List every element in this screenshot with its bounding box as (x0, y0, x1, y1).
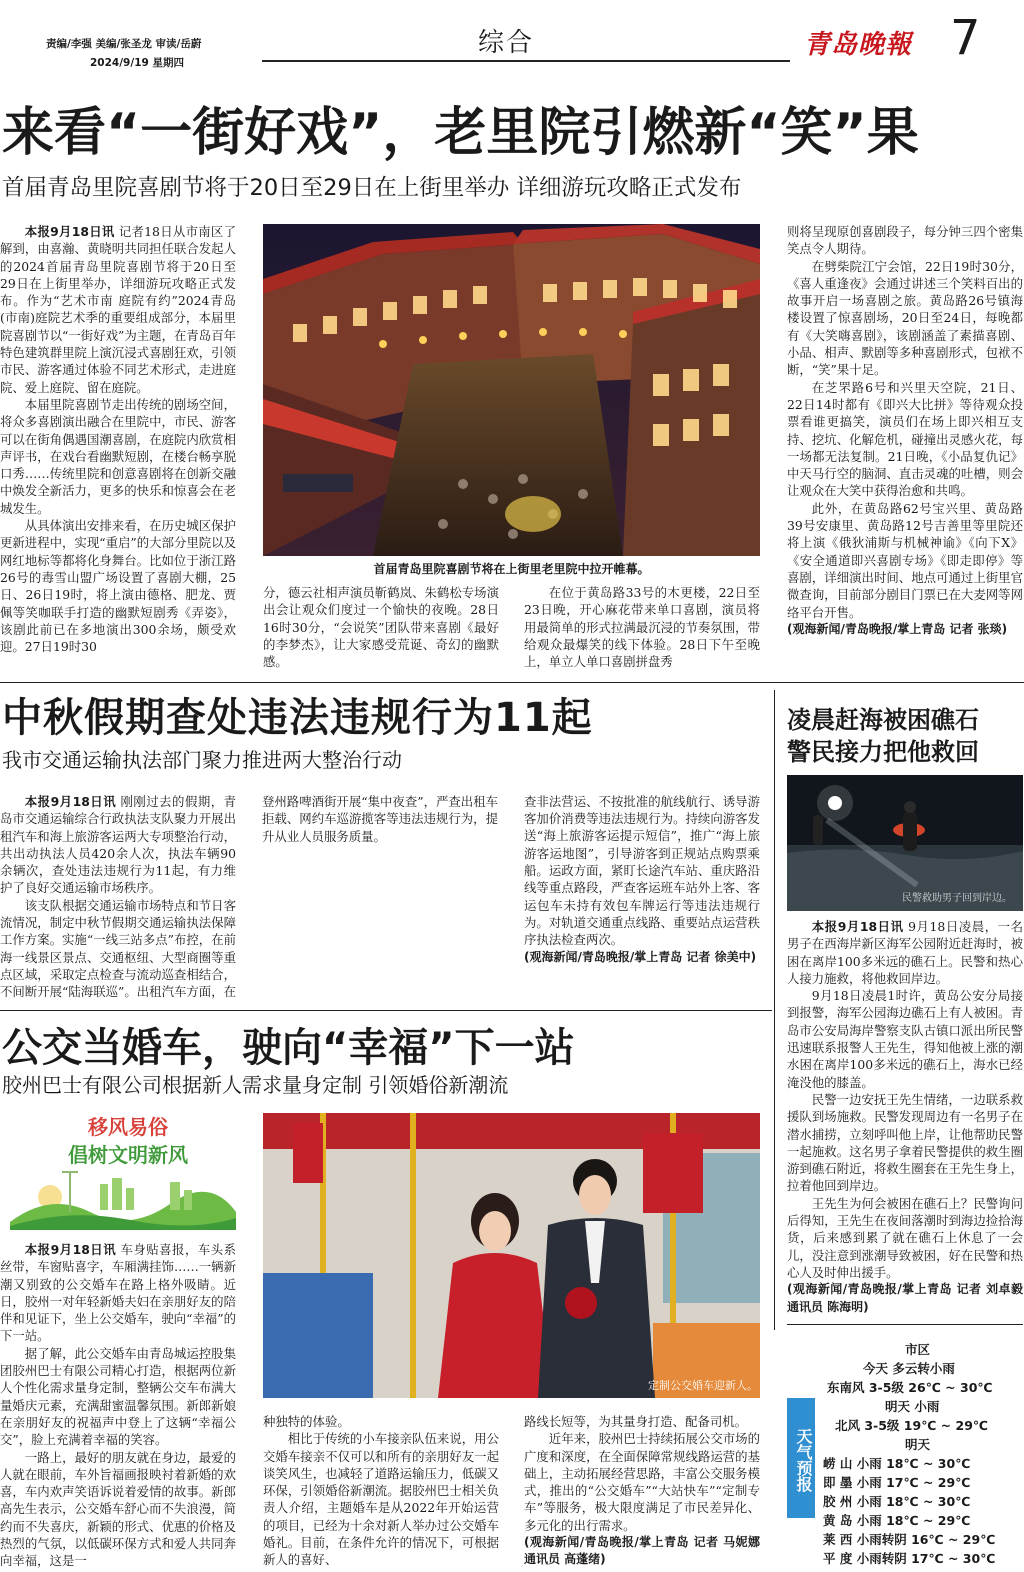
a4-col-1 (0, 1241, 236, 1572)
a4-paragraph: 一路上，最好的朋友就在身边，最爱的人就在眼前，车外旨福画报映衬着新婚的欢喜，车内欢声笑语诉说着爱情的故事。新郎高先生表示，公交婚车舒心而不失浪漫，简约而不失喜庆，新颖的形式、优惠的价格及热烈的气氛，以低碳环保方式和爱人共同奔向幸福，这是一 (0, 1449, 236, 1569)
a3-col (787, 918, 1023, 1318)
weather-today-wind: 东南风 3-5级 (827, 1380, 904, 1395)
weather-temp: 18℃ ~ 30℃ (886, 1456, 971, 1471)
weather-city: 市区 (905, 1342, 931, 1357)
a3-credit: (观海新闻/青岛晚报/掌上青岛 记者 刘卓毅 通讯员 陈海明) (787, 1282, 1023, 1314)
wedding-bus-image (263, 1113, 760, 1398)
weather-sky: 小雨 (856, 1513, 882, 1528)
weather-temp: 18℃ ~ 29℃ (886, 1513, 971, 1528)
a4-col-2 (263, 1413, 499, 1572)
divider (774, 690, 775, 1330)
a1-paragraph: 分，德云社相声演员靳鹤岚、朱鹤松专场演出会让观众们度过一个愉快的夜晚。28日16时30分，“会说笑”团队带来喜剧《最好的李梦杰》，让大家感受荒诞、奇幻的幽默感。 (263, 585, 499, 670)
caption-night-street: 首届青岛里院喜剧节将在上街里老里院中拉开帷幕。 (373, 562, 650, 576)
weather-tomorrow-label: 明天 (885, 1399, 911, 1414)
weather-row (823, 1492, 1019, 1511)
photo-night-street (263, 224, 760, 556)
a1-col-2 (263, 584, 499, 674)
weather-today-sky: 多云转小雨 (892, 1361, 955, 1376)
weather-temp: 16℃ ~ 29℃ (911, 1532, 996, 1547)
masthead (0, 0, 1024, 72)
dek-holiday-enforcement: 我市交通运输执法部门聚力推进两大整治行动 (2, 748, 402, 772)
a2-kicker: 本报9月18日讯 (24, 794, 117, 809)
a3-paragraph: 9月18日凌晨，一名男子在西海岸新区海军公园附近赶海时，被困在离岸100多米远的礁石上。民警和热心人接力施救，将他救回岸边。 (787, 919, 1023, 986)
weather-district-list (823, 1454, 1019, 1568)
a2-col-2 (262, 793, 498, 1003)
photo-wedding-bus (263, 1113, 760, 1398)
weather-row (823, 1530, 1019, 1549)
editors-line: 责编/李强 美编/张圣龙 审读/岳蔚 (46, 38, 202, 50)
civility-badge-art (10, 1112, 236, 1230)
a1-paragraph: 则将呈现原创喜剧段子，每分钟三四个密集笑点令人期待。 (787, 224, 1023, 257)
divider (0, 1010, 772, 1011)
headline-bus-wedding: 公交当婚车，驶向“幸福”下一站 (2, 1025, 575, 1071)
weather-sky: 小雨 (856, 1456, 882, 1471)
weather-row (823, 1549, 1019, 1568)
weather-place: 崂 山 (823, 1456, 853, 1471)
a4-paragraph: 近年来，胶州巴士持续拓展公交市场的广度和深度，在全面保障常规线路运营的基础上，主动拓展经营思路，丰富公交服务模式，推出的“公交婚车”“大站快车”“定制专车”等服务，极大限度满足了市民差异化、多元化的出行需求。 (524, 1431, 760, 1533)
a3-paragraph: 民警一边安抚王先生情绪，一边联系救援队到场施救。民警发现周边有一名男子在潜水捕捞，立刻呼叫他上岸，让他帮助民警一起施救。这名男子拿着民警提供的救生圈游到礁石附近，将救生圈套在王先生身上，拉着他回到岸边。 (787, 1091, 1023, 1194)
a1-paragraph: 记者18日从市南区了解到，由喜瀚、黄晓明共同担任联合发起人的2024首届青岛里院喜剧节将于20日至29日在上街里举办，详细游玩攻略正式发布。作为“艺术市南 庭院有约”2024青岛(市南)庭院艺术季的重要组成部分，本届里院喜剧节以“一街好戏”为主题，在青岛百年特色建筑群里院上演沉浸式喜剧狂欢，引领市民、游客通过体验不同艺术形式，走进庭院、爱上庭院、留在庭院。 (0, 224, 236, 395)
weather-tomorrow (885, 1397, 939, 1416)
weather-place: 黄 岛 (823, 1513, 853, 1528)
a2-paragraph: 该支队根据交通运输市场特点和节日客流情况，制定中秋节假期交通运输执法保障工作方案。实施“一线三站多点”布控，在前海一线景区景点、交通枢纽、大型商圈等重点区域，采取定点检查与流动巡查相结合，不间断开展“陆海联巡”。出租汽车方面，在 (0, 897, 236, 1000)
a4-paragraph: 相比于传统的小车接亲队伍来说，用公交婚车接亲不仅可以和所有的亲朋好友一起谈笑风生，也减轻了道路运输压力，低碳又环保，引领婚俗新潮流。据胶州巴士相关负责人介绍，主题婚车是从2022年开始运营的项目，已经为十余对新人举办过公交婚车婚礼。目前，在条件允许的情况下，可根据新人的喜好、 (263, 1431, 499, 1568)
a4-paragraph: 车身贴喜报，车头系丝带，车窗贴喜字，车厢满挂饰……一辆新潮又别致的公交婚车在路上格外吸睛。近日，胶州一对年轻新婚夫妇在亲朋好友的陪伴和见证下，坐上公交婚车，驶向“幸福”的下一站。 (0, 1242, 236, 1344)
a1-paragraph: 此外，在黄岛路62号宝兴里、黄岛路39号安康里、黄岛路12号吉善里等里院还将上演《俄狄浦斯与机械神谕》《向下X》《安全通道即兴喜剧专场》《即走即停》等喜剧，详细演出时间、地点可通过上街里官微查询，目前部分剧目门票已在大麦网等网络平台开售。 (787, 500, 1023, 620)
weather-tomorrow-temp: 19℃ ~ 29℃ (903, 1418, 989, 1433)
weather-today-temp: 26℃ ~ 30℃ (908, 1380, 993, 1395)
weather-district-heading: 明天 (905, 1437, 931, 1452)
photo-watermark-caption: 民警救助男子回到岸边。 (902, 893, 1012, 904)
section-title: 综合 (478, 28, 535, 58)
a1-col-1 (0, 223, 236, 675)
weather-label: 天气预报 (787, 1398, 815, 1518)
headline-reef-rescue: 凌晨赶海被困礁石 警民接力把他救回 (787, 706, 979, 766)
civility-badge (10, 1112, 236, 1230)
a1-paragraph: 在位于黄岛路33号的木更楼，22日至23日晚，开心麻花带来单口喜剧，演员将用最简单的形式拉满最沉浸的节奏氛围，带给观众最爆笑的线下体验。28日下午至晚上，单立人单口喜剧拼盘秀 (524, 585, 760, 670)
a3-paragraph: 王先生为何会被困在礁石上？民警询问后得知，王先生在夜间落潮时到海边捡拾海货，后来感到累了就在礁石上休息了一会儿，没注意到涨潮导致被困，好在民警和热心人及时伸出援手。 (787, 1195, 1023, 1280)
page-number: 7 (950, 10, 981, 66)
newspaper-logo: 青岛晚報 (804, 30, 913, 60)
badge-line2: 倡树文明新风 (68, 1143, 188, 1167)
a2-paragraph: 查非法营运、不按批准的航线航行、诱导游客加价消费等违法违规行为。持续向游客发送“海上旅游客运提示短信”，推广“海上旅游客运地图”，引导游客到正规站点购票乘船。运政方面，紧盯长途汽车站、重庆路沿线等重点路段，严查客运班车站外上客、客运包车未持有效包车牌运行等违法违规行为。对轨道交通重点线路、重要站点运营秩序执法检查两次。 (524, 793, 760, 948)
divider (0, 682, 1024, 683)
weather-place: 莱 西 (823, 1532, 853, 1547)
weather-tomorrow-sky: 小雨 (914, 1399, 940, 1414)
a1-col-4 (787, 223, 1023, 675)
issue-date: 2024/9/19 星期四 (90, 57, 184, 69)
headline-holiday-enforcement: 中秋假期查处违法违规行为11起 (2, 695, 593, 741)
weather-today-label: 今天 (863, 1361, 889, 1376)
weather-sky: 小雨转阴 (856, 1551, 907, 1566)
a1-kicker: 本报9月18日讯 (24, 224, 115, 239)
weather-row (823, 1473, 1019, 1492)
weather-temp: 17℃ ~ 29℃ (886, 1475, 971, 1490)
weather-temp: 18℃ ~ 30℃ (886, 1494, 971, 1509)
a1-paragraph: 在劈柴院江宁会馆，22日19时30分，《喜人重逢夜》会通过讲述三个笑料百出的故事开启一场喜剧之旅。黄岛路26号镇海楼设置了惊喜剧场，20日至24日，每晚都有《大笑嗨喜剧》，该剧涵盖了素描喜剧、小品、相声、默剧等多种喜剧形式，包袱不断，“笑”果十足。 (787, 258, 1023, 378)
night-street-image (263, 224, 760, 556)
weather-sky: 小雨 (856, 1475, 882, 1490)
weather-place: 平 度 (823, 1551, 853, 1566)
weather-row (823, 1454, 1019, 1473)
dek-comedy-festival: 首届青岛里院喜剧节将于20日至29日在上街里举办 详细游玩攻略正式发布 (2, 175, 742, 201)
a2-col-1 (0, 793, 236, 1003)
headline-comedy-festival: 来看“一街好戏”，老里院引燃新“笑”果 (2, 103, 919, 163)
a4-credit: (观海新闻/青岛晚报/掌上青岛 记者 马妮娜 通讯员 高蓬绪) (524, 1535, 760, 1567)
a4-paragraph: 据了解，此公交婚车由青岛城运控股集团胶州巴士有限公司精心打造，根据两位新人个性化需求量身定制，整辆公交车布满大量婚庆元素，充满甜蜜温馨氛围。新郎新娘在亲朋好友的祝福声中登上了这辆“幸福公交”，脸上充满着幸福的笑容。 (0, 1345, 236, 1448)
a1-credit: (观海新闻/青岛晚报/掌上青岛 记者 张琰) (787, 621, 1008, 636)
weather-today-detail (827, 1378, 993, 1397)
weather-temp: 17℃ ~ 30℃ (911, 1551, 996, 1566)
a2-credit: (观海新闻/青岛晚报/掌上青岛 记者 徐美中) (524, 949, 757, 964)
a3-kicker: 本报9月18日讯 (811, 919, 904, 934)
a4-paragraph: 路线长短等，为其量身打造、配备司机。 (524, 1414, 748, 1429)
a2-paragraph: 登州路啤酒街开展“集中夜查”，严查出租车拒载、网约车巡游揽客等违法违规行为，提升从业人员服务质量。 (262, 793, 498, 844)
weather-place: 即 墨 (823, 1475, 853, 1490)
a4-col-3 (524, 1413, 760, 1572)
photo-reef-rescue (787, 775, 1023, 911)
a4-paragraph: 种独特的体验。 (263, 1414, 350, 1429)
weather-sky: 小雨转阴 (856, 1532, 907, 1547)
a2-col-3 (524, 793, 760, 1003)
a4-kicker: 本报9月18日讯 (24, 1242, 117, 1257)
masthead-rule (262, 60, 790, 62)
weather-sky: 小雨 (856, 1494, 882, 1509)
weather-tomorrow-detail (835, 1416, 988, 1435)
weather-today (863, 1359, 955, 1378)
dek-bus-wedding: 胶州巴士有限公司根据新人需求量身定制 引领婚俗新潮流 (2, 1073, 509, 1097)
a1-col-3 (524, 584, 760, 674)
a3-paragraph: 9月18日凌晨1时许，黄岛公安分局接到报警，海军公园海边礁石上有人被困。青岛市公安局海岸警察支队古镇口派出所民警迅速联系报警人王先生，得知他被上涨的潮水困在离岸100多米远的礁石上，海水已经淹没他的膝盖。 (787, 988, 1023, 1090)
reef-rescue-image (787, 775, 1023, 911)
weather-place: 胶 州 (823, 1494, 853, 1509)
photo-watermark-caption: 定制公交婚车迎新人。 (648, 1379, 758, 1392)
a1-paragraph: 从具体演出安排来看，在历史城区保护更新进程中，实现“重启”的大部分里院以及网红地标等都将化身舞台。比如位于浙江路26号的毒雪山盟广场设置了喜剧大棚，25日、26日19时，将上演由德格、肥龙、贾佩等笑咖联手打造的幽默短剧秀《弄姿》，该剧此前已在多地演出300余场，颇受欢迎。27日19时30 (0, 518, 236, 655)
a1-paragraph: 本届里院喜剧节走出传统的剧场空间，将众多喜剧演出融合在里院中，市民、游客可以在街角偶遇国潮喜剧，在庭院内欣赏相声评书，在戏台看幽默短剧，在楼台畅享脱口秀……传统里院和创意喜剧将在创新交融中焕发全新活力，更多的快乐和惊喜会在老城发生。 (0, 396, 236, 516)
weather-tomorrow-wind: 北风 3-5级 (835, 1418, 900, 1433)
a2-paragraph: 刚刚过去的假期，青岛市交通运输综合行政执法支队聚力开展出租汽车和海上旅游客运两大专项整治行动，共出动执法人员420余人次，执法车辆90余辆次，查处违法违规行为11起，有力维护了良好交通运输市场秩序。 (0, 794, 236, 896)
weather-box (787, 1336, 1023, 1572)
a1-paragraph: 在芝罘路6号和兴里天空院，21日、22日14时都有《即兴大比拼》等待观众投票看谁更搞笑，演员们在场上即兴相互支持、挖坑、化解危机，碰撞出灵感火花，每一场都无法复制。21日晚，《小品复仇记》中天马行空的脑洞、直击灵魂的吐槽，则会让观众在大笑中获得治愈和共鸣。 (787, 379, 1023, 499)
badge-line1: 移风易俗 (88, 1115, 168, 1139)
divider (787, 1324, 1023, 1325)
weather-row (823, 1511, 1019, 1530)
